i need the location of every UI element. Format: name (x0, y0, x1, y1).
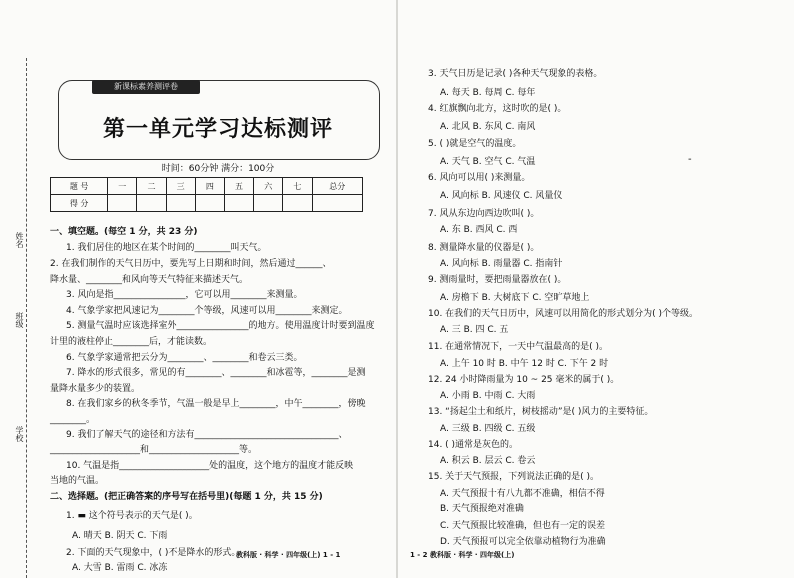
right-line: A. 风向标 B. 风速仪 C. 风量仪 (440, 191, 563, 201)
left-line: ________。 (50, 415, 96, 425)
page-title: 第一单元学习达标测评 (102, 117, 333, 142)
left-line: 4. 气象学家把风速记为________个等级，风速可以用________来测定。 (66, 306, 348, 316)
footer-right: 1 - 2 教科版 · 科学 · 四年级(上) (410, 551, 515, 559)
right-line: A. 每天 B. 每周 C. 每年 (440, 88, 536, 98)
right-line: 9. 测雨量时，要把雨量器放在( )。 (428, 275, 567, 285)
right-line: C. 天气预报比较准确，但也有一定的误差 (440, 521, 606, 531)
cut-line (26, 58, 27, 578)
right-line: A. 东 B. 西风 C. 西 (440, 225, 518, 235)
banner: 新课标素养测评卷 (92, 80, 200, 94)
left-line: ____________________和____________________等。 (50, 445, 258, 455)
class-label: 班级 (15, 312, 24, 328)
right-line: A. 天气预报十有八九都不准确，相信不得 (440, 489, 605, 499)
score-cell (312, 195, 363, 212)
left-line: 6. 气象学家通常把云分为________、________和卷云三类。 (66, 353, 303, 363)
right-line: 6. 风向可以用( )来测量。 (428, 173, 531, 183)
right-line: 14. ( )通常是灰色的。 (428, 440, 519, 450)
score-cell: 七 (283, 178, 312, 195)
right-line: A. 天气 B. 空气 C. 气温 (440, 157, 536, 167)
score-cell: 六 (254, 178, 283, 195)
left-line: 一、填空题。(每空 1 分，共 23 分) (50, 227, 198, 237)
footer-left: 教科版 · 科学 · 四年级(上) 1 - 1 (236, 551, 341, 559)
binding-strip (6, 0, 40, 578)
score-cell (108, 195, 137, 212)
left-line: 3. 风向是指________________，它可以用________来测量。 (66, 290, 303, 300)
left-line: 量降水量多少的装置。 (50, 384, 141, 394)
right-line: 8. 测量降水量的仪器是( )。 (428, 243, 540, 253)
left-line: 当地的气温。 (50, 476, 105, 486)
score-cell (137, 195, 166, 212)
right-line: 5. ( )就是空气的温度。 (428, 139, 522, 149)
left-line: 9. 我们了解天气的途径和方法有________________________________、 (66, 430, 348, 440)
right-line: A. 小雨 B. 中雨 C. 大雨 (440, 391, 536, 401)
left-line: 计里的液柱停止________后，才能读数。 (50, 337, 213, 347)
right-line: B. 天气预报绝对准确 (440, 504, 524, 514)
score-table (50, 177, 363, 212)
right-line: A. 北风 B. 东风 C. 南风 (440, 122, 536, 132)
score-cell: 五 (224, 178, 253, 195)
stray-mark: - (688, 154, 692, 165)
right-line: A. 积云 B. 层云 C. 卷云 (440, 456, 536, 466)
left-line: 降水量、________和风向等天气特征来描述天气。 (50, 275, 249, 285)
right-line: A. 风向标 B. 雨量器 C. 指南针 (440, 259, 563, 269)
left-line: 10. 气温是指____________________处的温度，这个地方的温度才能反映 (66, 461, 354, 471)
right-line: A. 上午 10 时 B. 中午 12 时 C. 下午 2 时 (440, 359, 609, 369)
right-line: 7. 风从东边向西边吹叫( )。 (428, 209, 540, 219)
score-cell: 三 (166, 178, 195, 195)
left-line: 2. 下面的天气现象中，( )不是降水的形式。 (66, 548, 241, 558)
right-line: 10. 在我们的天气日历中，风速可以用简化的形式划分为( )个等级。 (428, 309, 699, 319)
left-line: 1. ▬ 这个符号表示的天气是( )。 (66, 511, 198, 521)
right-line: 4. 红旗飘向北方，这时吹的是( )。 (428, 104, 567, 114)
left-line: 7. 降水的形式很多，常见的有________、________和冰雹等，________是测 (66, 368, 366, 378)
right-line: A. 三级 B. 四级 C. 五级 (440, 424, 536, 434)
left-line: 8. 在我们家乡的秋冬季节，气温一般是早上________，中午________，傍晚 (66, 399, 366, 409)
score-cell: 四 (195, 178, 224, 195)
left-line: A. 晴天 B. 阴天 C. 下雨 (72, 531, 168, 541)
left-line: A. 大雪 B. 雷雨 C. 冰冻 (72, 563, 168, 573)
right-line: A. 房檐下 B. 大树底下 C. 空旷草地上 (440, 293, 590, 303)
score-cell: 得 分 (51, 195, 108, 212)
right-line: A. 三 B. 四 C. 五 (440, 325, 509, 335)
page-fold (396, 0, 398, 578)
score-cell: 题 号 (51, 178, 108, 195)
score-cell (224, 195, 253, 212)
score-cell: 总分 (312, 178, 363, 195)
right-line: 15. 关于天气预报，下列说法正确的是( )。 (428, 472, 600, 482)
name-label: 姓名 (15, 232, 24, 248)
score-cell (283, 195, 312, 212)
left-line: 5. 测量气温时应该选择室外________________的地方。使用温度计时要到温度 (66, 321, 375, 331)
left-line: 2. 在我们制作的天气日历中，要先写上日期和时间，然后通过______、 (50, 259, 332, 269)
right-line: 13. “扬起尘土和纸片，树枝摇动”是( )风力的主要特征。 (428, 407, 654, 417)
right-line: 12. 24 小时降雨量为 10 ~ 25 毫米的属于( )。 (428, 375, 620, 385)
left-line: 二、选择题。(把正确答案的序号写在括号里)(每题 1 分，共 15 分) (50, 492, 323, 502)
left-line: 1. 我们居住的地区在某个时间的________叫天气。 (66, 243, 267, 253)
score-cell (166, 195, 195, 212)
score-cell: 一 (108, 178, 137, 195)
score-cell (254, 195, 283, 212)
right-line: D. 天气预报可以完全依靠动植物行为准确 (440, 537, 606, 547)
right-line: 3. 天气日历是记录( )各种天气现象的表格。 (428, 69, 603, 79)
school-label: 学校 (15, 426, 24, 442)
right-line: 11. 在通常情况下，一天中气温最高的是( )。 (428, 342, 609, 352)
time-info: 时间：60分钟 满分：100分 (161, 164, 275, 174)
score-cell: 二 (137, 178, 166, 195)
score-cell (195, 195, 224, 212)
